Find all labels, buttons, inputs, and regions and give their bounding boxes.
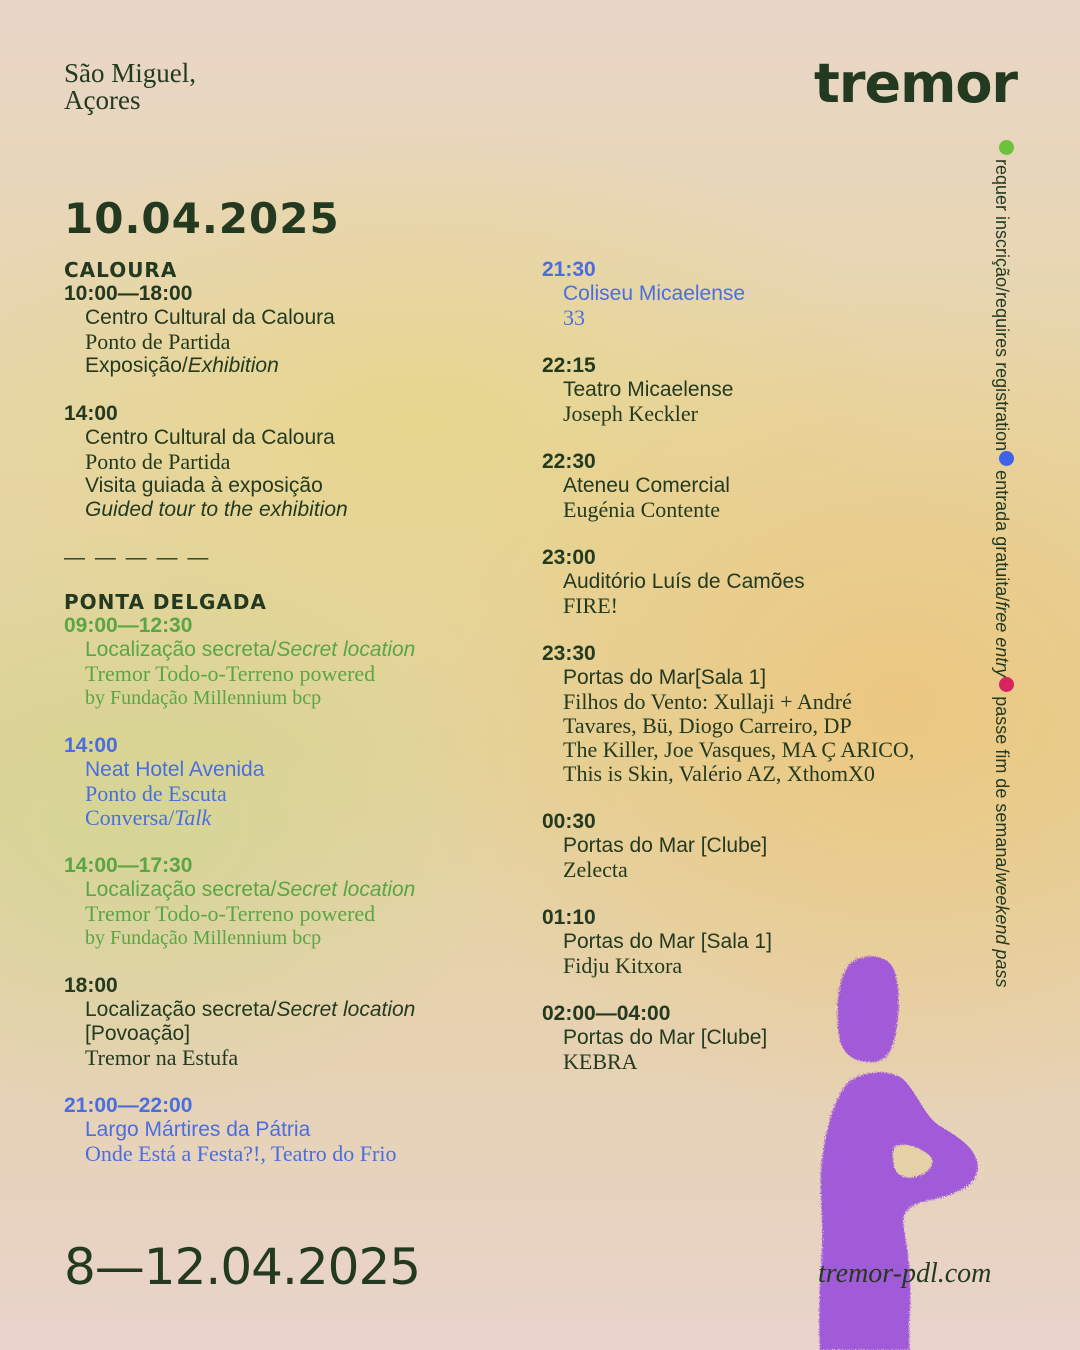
red-dot-icon (999, 677, 1014, 692)
event-time: 21:30 (542, 258, 596, 281)
legend-weekend-pass: passe fim de semana/weekend pass (992, 696, 1012, 988)
event-night-2 (542, 354, 962, 426)
event-venue-detail: [Povoação] (85, 1022, 191, 1045)
event-name: Joseph Keckler (563, 401, 699, 426)
event-name: Tremor na Estufa (85, 1045, 239, 1070)
schedule-left-column (64, 258, 504, 1190)
event-name: Zelecta (563, 857, 628, 882)
event-name: 33 (563, 305, 585, 330)
event-venue: Portas do Mar[Sala 1] (563, 666, 767, 689)
event-venue: Teatro Micaelense (563, 378, 734, 401)
blue-dot-icon (999, 451, 1014, 466)
event-night-6 (542, 810, 962, 882)
event-desc-en: Guided tour to the exhibition (85, 498, 348, 521)
event-type: Conversa/Talk (85, 805, 212, 830)
event-name: Eugénia Contente (563, 497, 721, 522)
event-name: Onde Está a Festa?!, Teatro do Frio (85, 1141, 397, 1166)
section-separator: — — — — — (64, 546, 211, 569)
event-venue: Localização secreta/Secret location (85, 998, 416, 1021)
event-name: Ponto de Partida (85, 329, 231, 354)
event-time: 23:00 (542, 546, 596, 569)
event-time: 21:00—22:00 (64, 1094, 193, 1117)
event-venue: Localização secreta/Secret location (85, 638, 416, 661)
event-night-5 (542, 642, 962, 786)
event-sponsor: by Fundação Millennium bcp (85, 687, 322, 709)
location (64, 60, 196, 114)
event-desc: Visita guiada à exposição (85, 474, 323, 497)
legend (992, 140, 1014, 987)
event-time: 22:30 (542, 450, 596, 473)
event-venue: Coliseu Micaelense (563, 282, 746, 305)
event-time: 02:00—04:00 (542, 1002, 671, 1025)
event-time: 01:10 (542, 906, 596, 929)
event-date: 10.04.2025 (64, 194, 340, 243)
event-time: 00:30 (542, 810, 596, 833)
festival-dates: 8—12.04.2025 (64, 1238, 421, 1296)
event-venue: Centro Cultural da Caloura (85, 426, 335, 449)
area-ponta-delgada: PONTA DELGADA (64, 590, 267, 614)
event-name: KEBRA (563, 1049, 638, 1074)
event-name: Ponto de Escuta (85, 781, 227, 806)
event-time: 22:15 (542, 354, 596, 377)
event-pd-5 (64, 1094, 504, 1166)
website-link[interactable]: tremor-pdl.com (818, 1258, 992, 1289)
event-lineup-1: Filhos do Vento: Xullaji + André (563, 689, 852, 714)
event-time: 14:00—17:30 (64, 854, 193, 877)
event-venue: Auditório Luís de Camões (563, 570, 805, 593)
figure-illustration-icon (800, 950, 990, 1350)
location-line-2: Açores (64, 85, 141, 115)
event-name: Tremor Todo-o-Terreno powered (85, 661, 376, 686)
legend-registration: requer inscrição/requires registration (992, 159, 1012, 452)
event-venue: Ateneu Comercial (563, 474, 730, 497)
tremor-logo: tremor (814, 52, 1018, 115)
event-night-3 (542, 450, 962, 522)
event-venue: Centro Cultural da Caloura (85, 306, 335, 329)
event-lineup-2: Tavares, Bü, Diogo Carreiro, DP (563, 713, 852, 738)
event-venue: Neat Hotel Avenida (85, 758, 265, 781)
event-time: 14:00 (64, 402, 118, 425)
event-name: Ponto de Partida (85, 449, 231, 474)
green-dot-icon (999, 140, 1014, 155)
event-time: 10:00—18:00 (64, 282, 193, 305)
event-venue: Largo Mártires da Pátria (85, 1118, 311, 1141)
event-caloura-2 (64, 402, 504, 522)
event-time: 23:30 (542, 642, 596, 665)
event-name: Tremor Todo-o-Terreno powered (85, 901, 376, 926)
event-sponsor: by Fundação Millennium bcp (85, 927, 322, 949)
event-venue: Portas do Mar [Clube] (563, 1026, 768, 1049)
event-night-1 (542, 258, 962, 330)
event-pd-4 (64, 974, 504, 1070)
event-type: Exposição/Exhibition (85, 354, 279, 377)
event-night-4 (542, 546, 962, 618)
legend-free-entry: entrada gratuita/free entry (992, 470, 1012, 678)
event-venue: Portas do Mar [Clube] (563, 834, 768, 857)
event-caloura-1 (64, 282, 504, 378)
event-pd-3 (64, 854, 504, 950)
event-lineup-4: This is Skin, Valério AZ, XthomX0 (563, 761, 875, 786)
event-lineup-3: The Killer, Joe Vasques, MA Ç ARICO, (563, 737, 915, 762)
event-name: FIRE! (563, 593, 618, 618)
event-venue: Localização secreta/Secret location (85, 878, 416, 901)
event-time: 09:00—12:30 (64, 614, 193, 637)
area-caloura: CALOURA (64, 258, 178, 282)
event-time: 14:00 (64, 734, 118, 757)
event-name: Fidju Kitxora (563, 953, 683, 978)
event-time: 18:00 (64, 974, 118, 997)
location-line-1: São Miguel, (64, 58, 196, 88)
event-pd-2 (64, 734, 504, 830)
event-pd-1 (64, 614, 504, 710)
event-venue: Portas do Mar [Sala 1] (563, 930, 772, 953)
